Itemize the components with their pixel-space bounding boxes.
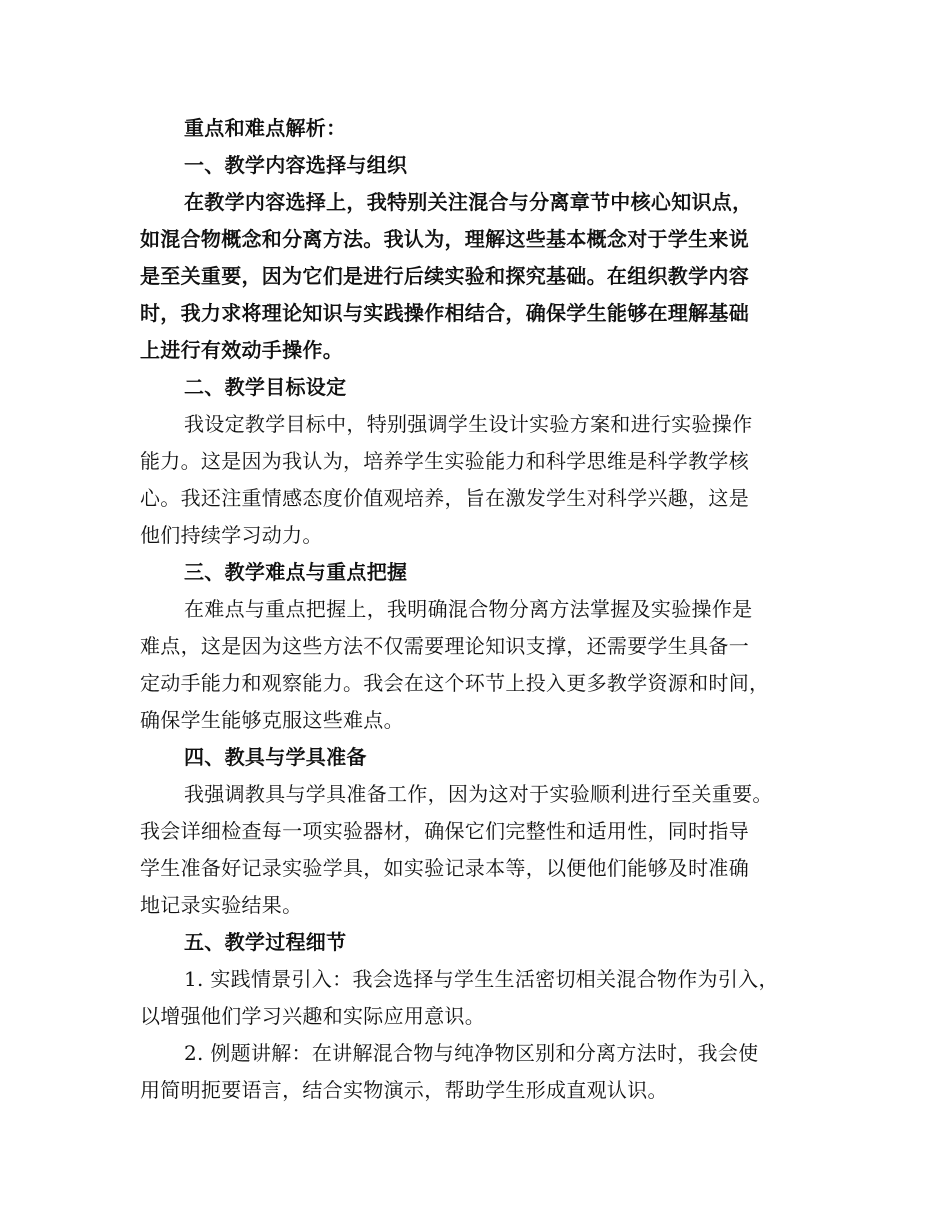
section-heading: 四、教具与学具准备 [184,745,367,769]
document-body [140,110,812,1109]
paragraph-line: 以增强他们学习兴趣和实际应用意识。 [140,1004,486,1028]
list-item [140,961,812,1035]
section-heading: 二、教学目标设定 [184,375,347,399]
paragraph-line: 如混合物概念和分离方法。我认为，理解这些基本概念对于学生来说 [140,227,749,251]
paragraph-line: 地记录实验结果。 [140,893,303,917]
section-heading: 五、教学过程细节 [184,930,347,954]
paragraph-line: 用简明扼要语言，结合实物演示，帮助学生形成直观认识。 [140,1078,668,1102]
section-paragraph [140,406,812,554]
paragraph-line: 他们持续学习动力。 [140,523,323,547]
section-heading: 一、教学内容选择与组织 [184,153,408,177]
paragraph-line: 难点，这是因为这些方法不仅需要理论知识支撑，还需要学生具备一 [140,634,749,658]
paragraph-line: 是至关重要，因为它们是进行后续实验和探究基础。在组织教学内容 [140,264,749,288]
paragraph-line: 在难点与重点把握上，我明确混合物分离方法掌握及实验操作是 [184,597,753,621]
paragraph-line: 我强调教具与学具准备工作，因为这对于实验顺利进行至关重要。 [184,782,773,806]
paragraph-line: 1. 实践情景引入：我会选择与学生生活密切相关混合物作为引入， [184,967,779,991]
list-item [140,1035,812,1109]
paragraph-line: 2. 例题讲解：在讲解混合物与纯净物区别和分离方法时，我会使 [184,1041,759,1065]
paragraph-line: 时，我力求将理论知识与实践操作相结合，确保学生能够在理解基础 [140,301,749,325]
section-paragraph [140,591,812,739]
document-title: 重点和难点解析： [184,116,347,140]
section-paragraph [140,184,812,369]
paragraph-line: 我设定教学目标中，特别强调学生设计实验方案和进行实验操作 [184,412,753,436]
paragraph-line: 学生准备好记录实验学具，如实验记录本等，以便他们能够及时准确 [140,856,749,880]
paragraph-line: 定动手能力和观察能力。我会在这个环节上投入更多教学资源和时间， [140,671,770,695]
paragraph-line: 能力。这是因为我认为，培养学生实验能力和科学思维是科学教学核 [140,449,749,473]
paragraph-line: 确保学生能够克服这些难点。 [140,708,404,732]
paragraph-line: 我会详细检查每一项实验器材，确保它们完整性和适用性，同时指导 [140,819,749,843]
paragraph-line: 在教学内容选择上，我特别关注混合与分离章节中核心知识点， [184,190,753,214]
paragraph-line: 心。我还注重情感态度价值观培养，旨在激发学生对科学兴趣，这是 [140,486,749,510]
section-heading: 三、教学难点与重点把握 [184,560,408,584]
paragraph-line: 上进行有效动手操作。 [140,338,343,362]
section-paragraph [140,776,812,924]
